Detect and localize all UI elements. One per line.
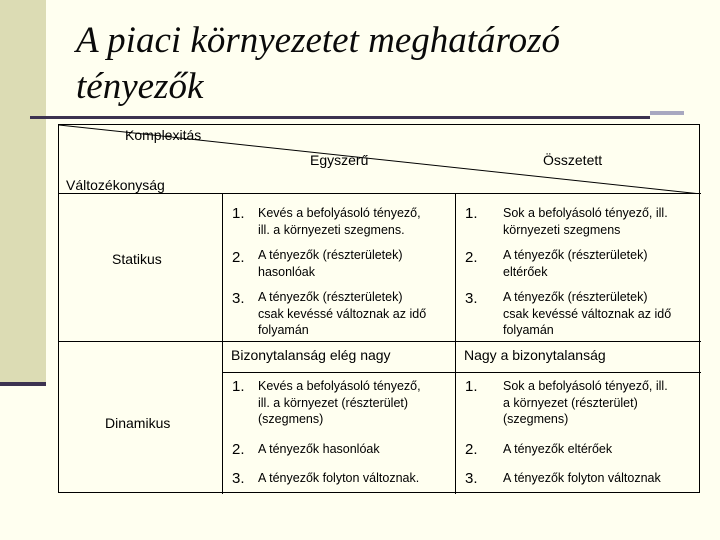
title-underline — [30, 116, 650, 119]
uncertainty-complex: Nagy a bizonytalanság — [464, 347, 606, 363]
uncertainty-simple: Bizonytalanság elég nagy — [231, 347, 391, 363]
environment-factors-table — [58, 124, 700, 493]
dynamic-simple-item-2: A tényezők hasonlóak — [258, 442, 380, 456]
static-complex-number-1: 1. — [465, 205, 478, 222]
middle-column-border — [455, 193, 456, 494]
simple-column-header: Egyszerű — [310, 152, 369, 168]
decorative-left-bar-base — [0, 382, 46, 386]
static-complex-item-2: A tényezők (részterületek) eltérőek — [503, 248, 648, 279]
dynamic-row-label: Dinamikus — [105, 415, 171, 431]
static-complex-item-3: A tényezők (részterületek) csak kevéssé változnak az idő folyamán — [503, 290, 672, 337]
dynamic-complex-number-3: 3. — [465, 470, 478, 487]
variability-label: Változékonyság — [66, 177, 165, 193]
label-column-border — [222, 193, 223, 494]
header-bottom-border — [59, 193, 701, 194]
static-simple-item-1: Kevés a befolyásoló tényező, ill. a környezeti szegmens. — [258, 206, 421, 237]
static-complex-number-3: 3. — [465, 290, 478, 307]
static-row-label: Statikus — [112, 251, 162, 267]
complexity-label: Komplexitás — [125, 127, 202, 143]
static-complex-item-1: Sok a befolyásoló tényező, ill. környezeti szegmens — [503, 206, 668, 237]
slide-title-line-1: A piaci környezetet meghatározó — [76, 20, 560, 61]
slide-title — [76, 18, 560, 110]
static-complex-number-2: 2. — [465, 249, 478, 266]
dynamic-simple-number-2: 2. — [232, 441, 245, 458]
dynamic-simple-item-3: A tényezők folyton változnak. — [258, 471, 420, 485]
slide-title-line-2: tényezők — [76, 66, 204, 107]
complex-column-header: Összetett — [543, 152, 603, 168]
dynamic-simple-number-1: 1. — [232, 378, 245, 395]
static-simple-item-2: A tényezők (részterületek) hasonlóak — [258, 248, 403, 279]
dynamic-simple-number-3: 3. — [232, 470, 245, 487]
dynamic-complex-item-2: A tényezők eltérőek — [503, 442, 613, 456]
static-simple-number-2: 2. — [232, 249, 245, 266]
dynamic-complex-item-1: Sok a befolyásoló tényező, ill. a környezet (részterület) (szegmens) — [503, 379, 668, 426]
uncertainty-row-bottom-border — [222, 372, 701, 373]
decorative-left-bar — [0, 0, 46, 382]
dynamic-complex-item-3: A tényezők folyton változnak — [503, 471, 661, 485]
static-simple-item-3: A tényezők (részterületek) csak kevéssé változnak az idő folyamán — [258, 290, 427, 337]
dynamic-complex-number-2: 2. — [465, 441, 478, 458]
static-simple-number-3: 3. — [232, 290, 245, 307]
title-underline-accent — [650, 111, 684, 115]
dynamic-simple-item-1: Kevés a befolyásoló tényező, ill. a környezet (részterület) (szegmens) — [258, 379, 421, 426]
static-simple-number-1: 1. — [232, 205, 245, 222]
dynamic-complex-number-1: 1. — [465, 378, 478, 395]
static-row-bottom-border — [59, 341, 701, 342]
